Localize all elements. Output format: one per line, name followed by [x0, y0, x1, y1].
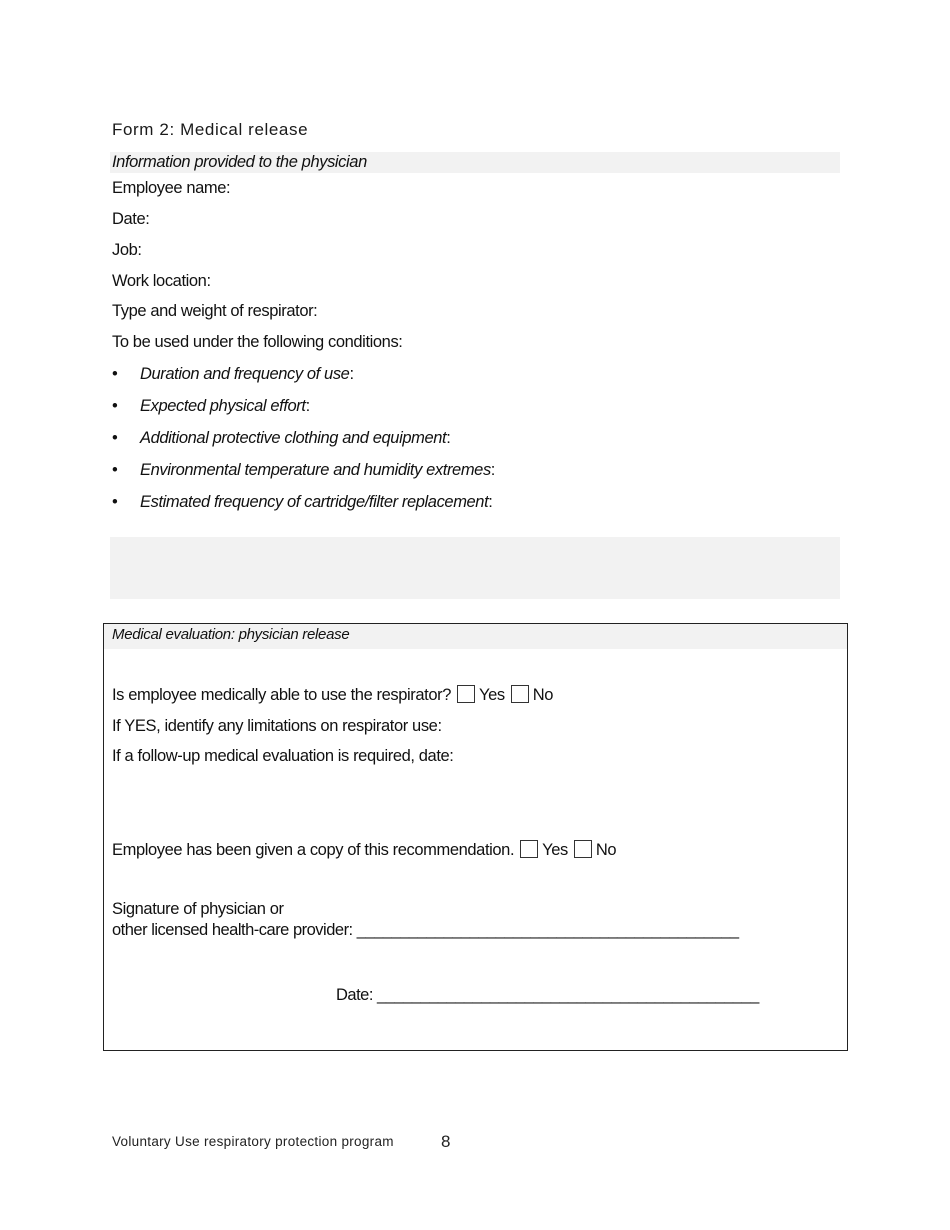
bullet-icon: •: [112, 365, 118, 383]
work-location-field: Work location:: [112, 272, 211, 290]
condition-label: Duration and frequency of use: [140, 365, 350, 383]
conditions-heading: To be used under the following conditions:: [112, 333, 403, 351]
medically-able-question: [112, 684, 553, 706]
bullet-icon: •: [112, 493, 118, 511]
copy-no-label: No: [595, 841, 617, 859]
copy-yes-checkbox[interactable]: [520, 840, 538, 858]
info-section-header-text: Information provided to the physician: [112, 153, 367, 171]
condition-suffix: :: [305, 397, 310, 415]
medically-able-label: Is employee medically able to use the respirator?: [112, 686, 452, 704]
job-field: Job:: [112, 241, 142, 259]
copy-given-question: [112, 839, 616, 861]
condition-label: Expected physical effort: [140, 397, 306, 415]
notes-area[interactable]: [110, 537, 840, 599]
info-section-header: [110, 152, 840, 173]
able-no-label: No: [532, 686, 554, 704]
footer-program-name: Voluntary Use respiratory protection program: [112, 1134, 394, 1149]
bullet-icon: •: [112, 429, 118, 447]
copy-no-checkbox[interactable]: [574, 840, 592, 858]
condition-suffix: :: [490, 461, 495, 479]
condition-label: Environmental temperature and humidity extremes: [140, 461, 491, 479]
condition-label: Estimated frequency of cartridge/filter replacement: [140, 493, 489, 511]
employee-name-field: Employee name:: [112, 179, 231, 197]
copy-given-label: Employee has been given a copy of this recommendation.: [112, 841, 515, 859]
bullet-icon: •: [112, 397, 118, 415]
page-title: Form 2: Medical release: [112, 120, 309, 139]
condition-suffix: :: [446, 429, 451, 447]
able-no-checkbox[interactable]: [511, 685, 529, 703]
condition-suffix: :: [488, 493, 493, 511]
followup-date-field: If a follow-up medical evaluation is required, date:: [112, 747, 454, 765]
date-signature-line[interactable]: Date: ____________________________________________: [336, 986, 759, 1004]
copy-yes-label: Yes: [542, 841, 568, 859]
condition-label: Additional protective clothing and equipment: [140, 429, 447, 447]
signature-label-line1: Signature of physician or: [112, 900, 284, 918]
evaluation-header: [104, 624, 847, 649]
limitations-field: If YES, identify any limitations on respirator use:: [112, 717, 442, 735]
condition-suffix: :: [349, 365, 354, 383]
signature-line[interactable]: other licensed health-care provider: ____________________________________________: [112, 921, 739, 939]
evaluation-header-text: Medical evaluation: physician release: [112, 626, 350, 643]
physician-release-box: [103, 623, 848, 1051]
bullet-icon: •: [112, 461, 118, 479]
able-yes-label: Yes: [479, 686, 505, 704]
able-yes-checkbox[interactable]: [457, 685, 475, 703]
date-field: Date:: [112, 210, 150, 228]
respirator-type-field: Type and weight of respirator:: [112, 302, 318, 320]
page-number: 8: [441, 1132, 451, 1151]
